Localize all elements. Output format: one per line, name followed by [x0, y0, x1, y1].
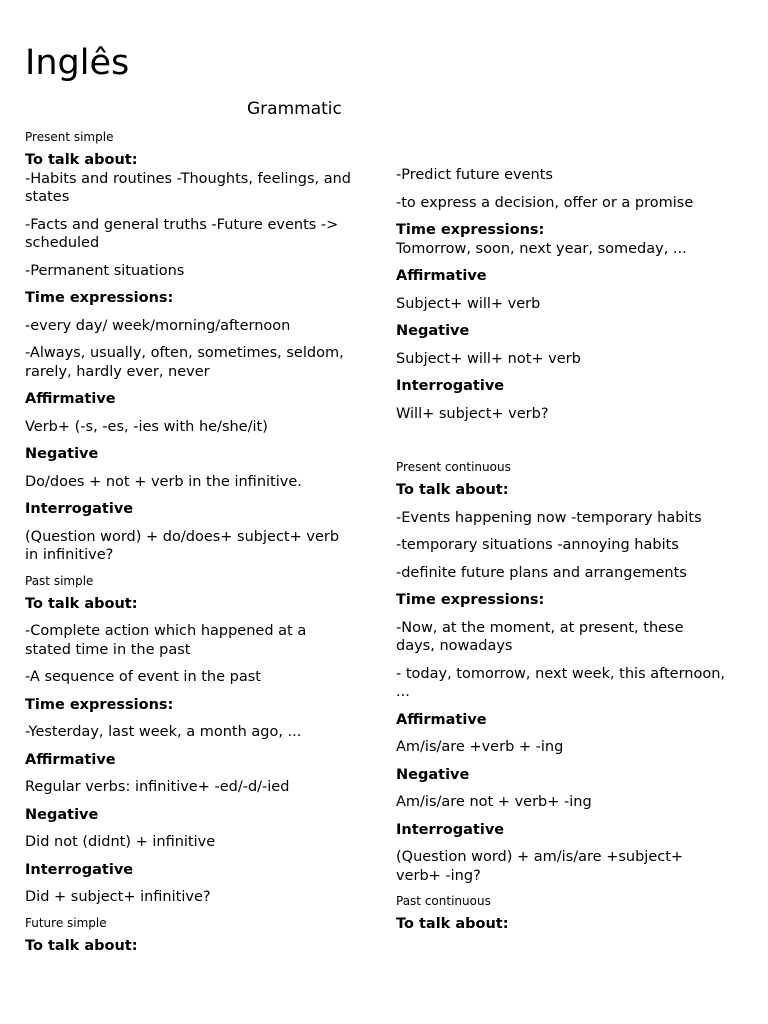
time-expressions-heading: Time expressions:: [25, 290, 174, 306]
list-item: -to express a decision, offer or a promise: [396, 194, 694, 211]
list-item: -Now, at the moment, at present, these days, nowadays: [396, 619, 684, 654]
list-item: -Events happening now -temporary habits: [396, 509, 702, 526]
talk-about-heading: To talk about:: [396, 916, 509, 932]
section-label-present-continuous: Present continuous: [396, 460, 511, 474]
negative-heading: Negative: [25, 446, 99, 462]
negative-rule: Do/does + not + verb in the infinitive.: [25, 473, 302, 490]
list-item: -Habits and routines -Thoughts, feelings, and states: [25, 170, 351, 205]
time-expressions-heading: Time expressions:: [396, 222, 545, 238]
list-item: -Complete action which happened at a stated time in the past: [25, 623, 307, 658]
affirmative-rule: Subject+ will+ verb: [396, 295, 541, 312]
affirmative-heading: Affirmative: [25, 751, 116, 768]
left-column: [25, 129, 355, 955]
interrogative-rule: (Question word) + do/does+ subject+ verb in infinitive?: [25, 528, 340, 563]
affirmative-heading: Affirmative: [396, 268, 487, 284]
talk-about-heading: To talk about:: [396, 482, 509, 498]
list-item: Tomorrow, soon, next year, someday, ...: [396, 240, 687, 257]
list-item: -temporary situations -annoying habits: [396, 537, 679, 553]
list-item: -every day/ week/morning/afternoon: [25, 317, 291, 334]
negative-heading: Negative: [396, 323, 470, 339]
section-label-past-continuous: Past continuous: [396, 894, 491, 908]
section-label-present-simple: Present simple: [25, 130, 114, 144]
time-expressions-heading: Time expressions:: [25, 696, 174, 713]
spacer: [396, 423, 726, 459]
list-item: -A sequence of event in the past: [25, 669, 261, 685]
interrogative-rule: Did + subject+ infinitive?: [25, 889, 211, 905]
interrogative-rule: (Question word) + am/is/are +subject+ verb+ -ing?: [396, 849, 684, 884]
page-title: Inglês: [25, 43, 130, 83]
talk-about-heading: To talk about:: [25, 152, 138, 168]
interrogative-heading: Interrogative: [396, 378, 505, 394]
interrogative-heading: Interrogative: [25, 501, 134, 517]
list-item: -Predict future events: [396, 167, 553, 183]
list-item: - today, tomorrow, next week, this afternoon, ...: [396, 665, 726, 700]
negative-rule: Did not (didnt) + infinitive: [25, 834, 216, 850]
negative-rule: Subject+ will+ not+ verb: [396, 350, 581, 367]
negative-heading: Negative: [396, 766, 470, 783]
list-item: -definite future plans and arrangements: [396, 564, 687, 581]
time-expressions-heading: Time expressions:: [396, 592, 545, 608]
section-label-past-simple: Past simple: [25, 573, 94, 588]
right-column: [396, 166, 726, 934]
affirmative-rule: Am/is/are +verb + -ing: [396, 739, 564, 755]
interrogative-heading: Interrogative: [396, 821, 505, 838]
affirmative-rule: Verb+ (-s, -es, -ies with he/she/it): [25, 418, 268, 435]
affirmative-rule: Regular verbs: infinitive+ -ed/-d/-ied: [25, 779, 290, 795]
talk-about-heading: To talk about:: [25, 595, 138, 612]
list-item: -Yesterday, last week, a month ago, ...: [25, 724, 302, 740]
affirmative-heading: Affirmative: [25, 391, 116, 407]
affirmative-heading: Affirmative: [396, 711, 487, 728]
interrogative-rule: Will+ subject+ verb?: [396, 405, 549, 422]
interrogative-heading: Interrogative: [25, 861, 134, 878]
page-subtitle: Grammatic: [247, 99, 342, 119]
list-item: -Always, usually, often, sometimes, seldom, rarely, hardly ever, never: [25, 345, 344, 380]
list-item: -Permanent situations: [25, 262, 185, 279]
talk-about-heading: To talk about:: [25, 937, 138, 954]
section-label-future-simple: Future simple: [25, 915, 107, 930]
negative-heading: Negative: [25, 806, 99, 823]
list-item: -Facts and general truths -Future events -> scheduled: [25, 216, 339, 251]
negative-rule: Am/is/are not + verb+ -ing: [396, 794, 592, 810]
